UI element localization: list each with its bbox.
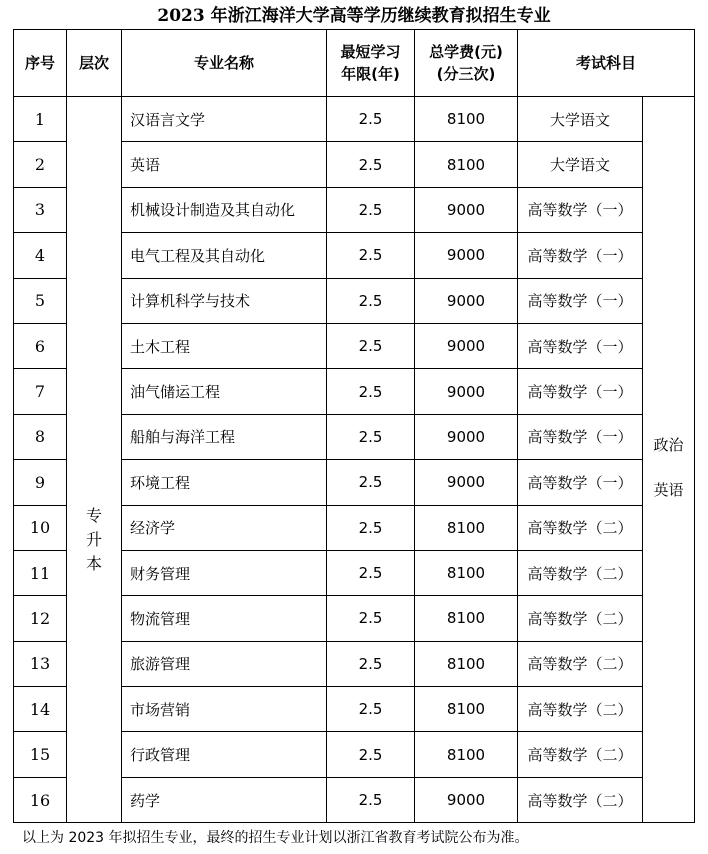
common-subjects-cell bbox=[643, 97, 695, 823]
study-years: 2.5 bbox=[327, 596, 415, 641]
row-index: 4 bbox=[14, 233, 67, 278]
table-row bbox=[14, 97, 695, 142]
major-name: 环境工程 bbox=[122, 460, 327, 505]
header-fee-line1: 总学费(元) bbox=[429, 43, 503, 61]
study-years: 2.5 bbox=[327, 414, 415, 459]
header-major: 专业名称 bbox=[122, 30, 327, 97]
major-name: 英语 bbox=[122, 142, 327, 187]
row-index: 13 bbox=[14, 641, 67, 686]
tuition-fee: 9000 bbox=[415, 460, 518, 505]
row-index: 16 bbox=[14, 777, 67, 822]
major-name: 汉语言文学 bbox=[122, 97, 327, 142]
exam-subject: 高等数学（一） bbox=[518, 187, 643, 232]
row-index: 10 bbox=[14, 505, 67, 550]
study-years: 2.5 bbox=[327, 278, 415, 323]
exam-subject: 大学语文 bbox=[518, 142, 643, 187]
header-years-line2: 年限(年) bbox=[341, 65, 400, 83]
exam-subject: 高等数学（二） bbox=[518, 777, 643, 822]
tuition-fee: 8100 bbox=[415, 641, 518, 686]
row-index: 6 bbox=[14, 323, 67, 368]
exam-subject: 高等数学（一） bbox=[518, 278, 643, 323]
major-name: 市场营销 bbox=[122, 687, 327, 732]
major-name: 财务管理 bbox=[122, 550, 327, 595]
majors-table bbox=[13, 29, 695, 823]
row-index: 5 bbox=[14, 278, 67, 323]
header-level: 层次 bbox=[67, 30, 122, 97]
tuition-fee: 9000 bbox=[415, 777, 518, 822]
row-index: 9 bbox=[14, 460, 67, 505]
header-fee-line2: (分三次) bbox=[436, 65, 496, 83]
tuition-fee: 8100 bbox=[415, 97, 518, 142]
common-subject: 英语 bbox=[653, 480, 684, 499]
study-years: 2.5 bbox=[327, 550, 415, 595]
tuition-fee: 8100 bbox=[415, 142, 518, 187]
study-years: 2.5 bbox=[327, 777, 415, 822]
table-header-row bbox=[14, 30, 695, 97]
exam-subject: 高等数学（一） bbox=[518, 323, 643, 368]
major-name: 计算机科学与技术 bbox=[122, 278, 327, 323]
table-body bbox=[14, 97, 695, 823]
header-years-line1: 最短学习 bbox=[340, 43, 401, 61]
major-name: 药学 bbox=[122, 777, 327, 822]
tuition-fee: 8100 bbox=[415, 732, 518, 777]
row-index: 1 bbox=[14, 97, 67, 142]
row-index: 12 bbox=[14, 596, 67, 641]
exam-subject: 大学语文 bbox=[518, 97, 643, 142]
major-name: 土木工程 bbox=[122, 323, 327, 368]
study-years: 2.5 bbox=[327, 323, 415, 368]
major-name: 机械设计制造及其自动化 bbox=[122, 187, 327, 232]
major-name: 船舶与海洋工程 bbox=[122, 414, 327, 459]
level-cell bbox=[67, 97, 122, 823]
level-label: 专升本 bbox=[85, 505, 102, 573]
row-index: 7 bbox=[14, 369, 67, 414]
study-years: 2.5 bbox=[327, 460, 415, 505]
major-name: 旅游管理 bbox=[122, 641, 327, 686]
exam-subject: 高等数学（二） bbox=[518, 687, 643, 732]
tuition-fee: 9000 bbox=[415, 278, 518, 323]
exam-subject: 高等数学（二） bbox=[518, 550, 643, 595]
tuition-fee: 9000 bbox=[415, 323, 518, 368]
row-index: 8 bbox=[14, 414, 67, 459]
tuition-fee: 8100 bbox=[415, 550, 518, 595]
major-name: 行政管理 bbox=[122, 732, 327, 777]
header-index: 序号 bbox=[14, 30, 67, 97]
study-years: 2.5 bbox=[327, 142, 415, 187]
row-index: 3 bbox=[14, 187, 67, 232]
tuition-fee: 8100 bbox=[415, 687, 518, 732]
major-name: 油气储运工程 bbox=[122, 369, 327, 414]
header-years bbox=[327, 30, 415, 97]
study-years: 2.5 bbox=[327, 505, 415, 550]
exam-subject: 高等数学（一） bbox=[518, 460, 643, 505]
row-index: 2 bbox=[14, 142, 67, 187]
row-index: 14 bbox=[14, 687, 67, 732]
study-years: 2.5 bbox=[327, 233, 415, 278]
study-years: 2.5 bbox=[327, 97, 415, 142]
row-index: 11 bbox=[14, 550, 67, 595]
tuition-fee: 8100 bbox=[415, 505, 518, 550]
study-years: 2.5 bbox=[327, 687, 415, 732]
exam-subject: 高等数学（二） bbox=[518, 505, 643, 550]
footnote: 以上为 2023 年拟招生专业，最终的招生专业计划以浙江省教育考试院公布为准。 bbox=[22, 830, 529, 846]
row-index: 15 bbox=[14, 732, 67, 777]
study-years: 2.5 bbox=[327, 187, 415, 232]
study-years: 2.5 bbox=[327, 369, 415, 414]
study-years: 2.5 bbox=[327, 732, 415, 777]
tuition-fee: 9000 bbox=[415, 414, 518, 459]
study-years: 2.5 bbox=[327, 641, 415, 686]
exam-subject: 高等数学（一） bbox=[518, 233, 643, 278]
common-subject: 政治 bbox=[653, 435, 684, 454]
header-exam: 考试科目 bbox=[518, 30, 695, 97]
document-title: 2023 年浙江海洋大学高等学历继续教育拟招生专业 bbox=[157, 6, 551, 26]
major-name: 经济学 bbox=[122, 505, 327, 550]
exam-subject: 高等数学（二） bbox=[518, 596, 643, 641]
exam-subject: 高等数学（一） bbox=[518, 414, 643, 459]
exam-subject: 高等数学（二） bbox=[518, 732, 643, 777]
tuition-fee: 9000 bbox=[415, 187, 518, 232]
tuition-fee: 9000 bbox=[415, 369, 518, 414]
exam-subject: 高等数学（一） bbox=[518, 369, 643, 414]
major-name: 物流管理 bbox=[122, 596, 327, 641]
header-fee bbox=[415, 30, 518, 97]
exam-subject: 高等数学（二） bbox=[518, 641, 643, 686]
tuition-fee: 8100 bbox=[415, 596, 518, 641]
major-name: 电气工程及其自动化 bbox=[122, 233, 327, 278]
tuition-fee: 9000 bbox=[415, 233, 518, 278]
